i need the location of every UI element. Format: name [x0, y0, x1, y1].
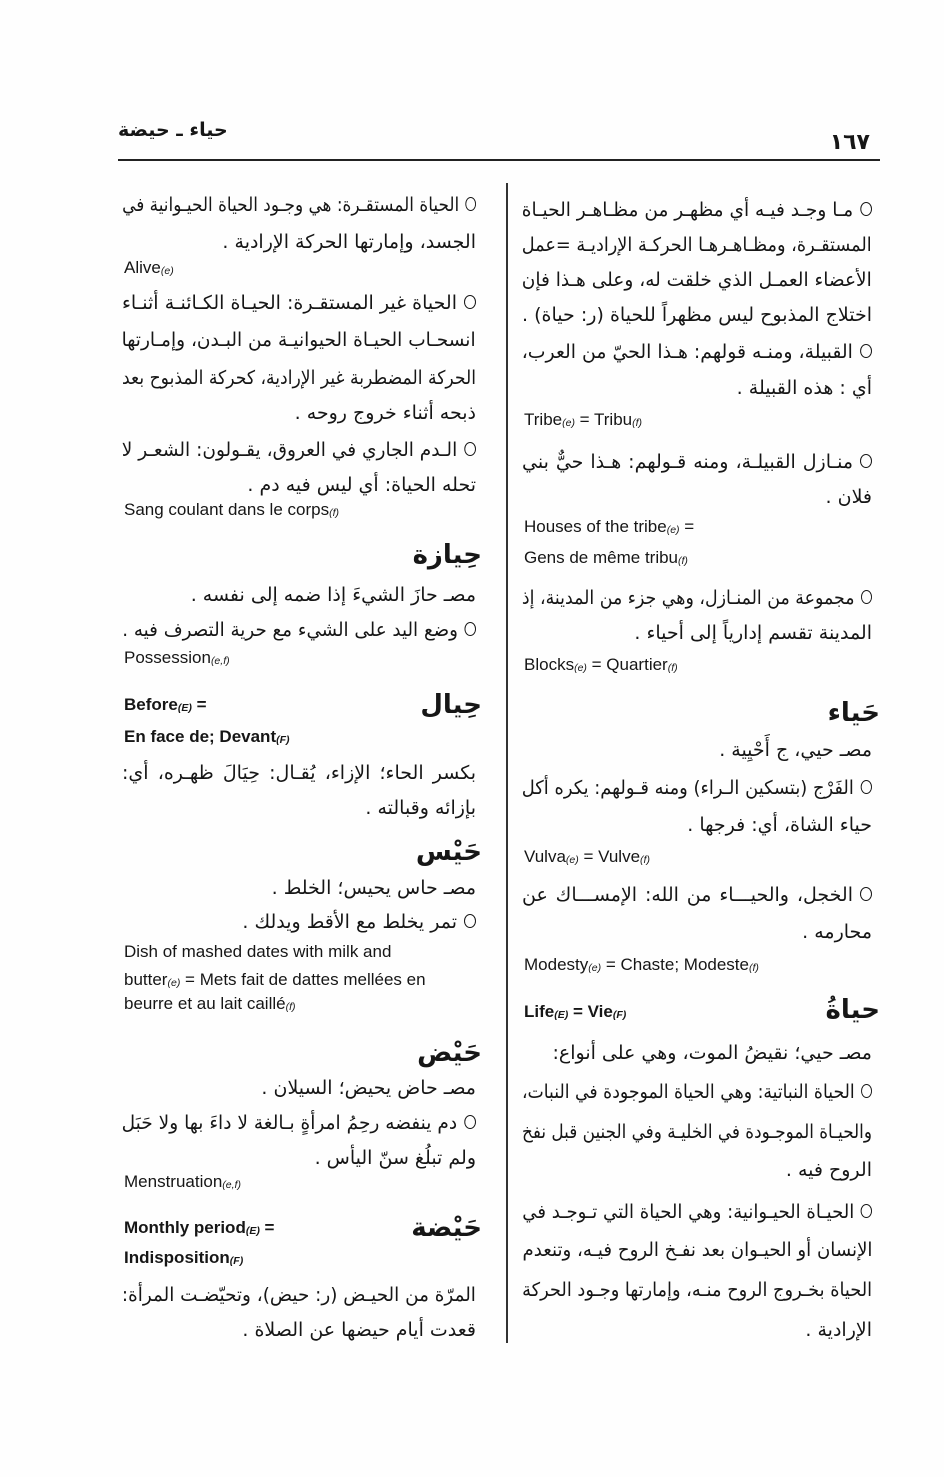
- equivalent-line: [524, 649, 874, 681]
- equivalent-line: [124, 1166, 478, 1198]
- definition-line: [522, 1196, 872, 1228]
- header-rule: [118, 159, 880, 161]
- definition-line: [122, 287, 476, 319]
- term: Vulva: [524, 847, 566, 866]
- definition-line: [122, 1107, 476, 1139]
- definition-line: بإزائه وقبالته .: [365, 797, 476, 819]
- term: = Quartier: [586, 655, 668, 674]
- bullet-icon: [464, 914, 476, 928]
- definition-line: [522, 336, 872, 368]
- language-tag: (E): [177, 702, 192, 714]
- language-tag: (F): [229, 1255, 244, 1267]
- definition-line: تحله الحياة: أي ليس فيه دم .: [247, 474, 476, 496]
- definition-line: اختلاج المذبوح ليس مظهراً للحياة (ر: حياة) .: [522, 304, 872, 326]
- term: = Chaste; Modeste: [601, 955, 749, 974]
- bullet-icon: [861, 1204, 872, 1218]
- term: Sang coulant dans le corps: [124, 500, 330, 519]
- term: Tribe: [524, 410, 563, 429]
- bullet-icon: [464, 442, 476, 456]
- definition-line: مصـ حيي، ج أَحْيِية .: [719, 739, 872, 761]
- bullet-icon: [464, 622, 476, 636]
- language-tag: (f): [678, 555, 688, 567]
- definition-line: الجسد، وإمارتها الحركة الإرادية .: [222, 231, 476, 253]
- term: =: [191, 695, 207, 714]
- bullet-icon: [465, 197, 476, 211]
- term: = Tribu: [574, 410, 633, 429]
- language-tag: (e,f): [210, 655, 230, 667]
- line-text: دم ينفضه رحِمُ امرأةٍ بـالغة لا داءَ بها ولا حَبَل: [122, 1112, 458, 1134]
- column-divider: [506, 183, 508, 1343]
- term: Menstruation: [124, 1172, 223, 1191]
- language-tag: (E): [554, 1009, 569, 1021]
- definition-line: مصـ حازَ الشيءَ إذا ضمه إلى نفسه .: [190, 584, 476, 606]
- term: Houses of the tribe: [524, 517, 667, 536]
- headword: حِيال: [420, 690, 482, 720]
- term: = Vie: [568, 1002, 613, 1021]
- language-tag: (f): [329, 507, 340, 519]
- definition-line: المرّة من الحيـض (ر: حيض)، وتحيّضـت المرأة:: [121, 1284, 476, 1306]
- equivalent-line: [524, 511, 874, 543]
- line-text: الخجل، والحيـــاء من الله: الإمســـاك عن: [522, 884, 853, 906]
- definition-line: ولم تبلُغ سنّ اليأس .: [314, 1147, 476, 1169]
- headword-gloss: [124, 689, 207, 721]
- term: En face de; Devant: [124, 727, 277, 746]
- definition-line: الحركة المضطربة غير الإرادية، كحركة المذبوح بعد: [121, 367, 476, 389]
- definition-line: [522, 582, 872, 614]
- language-tag: (e): [565, 854, 579, 866]
- line-text: الحياة النباتية: وهي الحياة الموجودة في النبات،: [522, 1081, 855, 1103]
- equivalent-line: [524, 949, 874, 981]
- definition-line: والحيـاة الموجـودة في الخليـة وفي الجنين قبل نفخ: [521, 1121, 872, 1143]
- line-text: الحياة غير المستقـرة: الحيـاة الكـائنـة أثنـاء: [122, 292, 457, 314]
- equivalent-line: [524, 542, 874, 574]
- headword: حَيْس: [415, 837, 482, 867]
- definition-line: [522, 772, 872, 804]
- line-text: مـا وجـد فيـه أي مظهـر من مظـاهـر الحيـاة: [521, 199, 854, 221]
- bullet-icon: [464, 1115, 476, 1129]
- definition-line: الإنسان أو الحيـوان بعد نفـخ الروح فيـه، وتنعدم: [521, 1239, 872, 1261]
- equivalent-line: [124, 721, 478, 753]
- language-tag: (f): [748, 962, 759, 974]
- language-tag: (e): [562, 417, 575, 429]
- line-text: الحيـاة الحيـوانية: وهي الحياة التي تـوجـد في: [521, 1201, 854, 1223]
- equivalent-line: [124, 642, 478, 674]
- equivalent-line: [524, 404, 874, 436]
- definition-line: [122, 189, 476, 221]
- term: =: [679, 517, 695, 536]
- language-tag: (f): [667, 662, 678, 674]
- line-text: الفَرْج (بتسكين الـراء) ومنه قـولهم: يكره أكل: [521, 777, 855, 799]
- definition-line: [522, 1076, 872, 1108]
- equivalent-line: [124, 988, 478, 1020]
- language-tag: (e): [588, 962, 602, 974]
- language-tag: (f): [285, 1001, 296, 1013]
- definition-line: [522, 879, 872, 911]
- definition-line: [122, 434, 476, 466]
- definition-line: الأعضاء العمـل الذي خلقت له، وعلى هـذا فإن: [521, 269, 872, 291]
- definition-line: الإرادية .: [805, 1319, 872, 1341]
- language-tag: (e): [666, 524, 680, 536]
- line-text: تمر يخلط مع الأقط ويدلك .: [242, 911, 457, 933]
- language-tag: (e): [160, 265, 174, 277]
- term: Indisposition: [124, 1248, 230, 1267]
- line-text: منـازل القبيلـة، ومنه قـولهم: هـذا حيٌّ بني: [522, 451, 853, 473]
- term: =: [259, 1218, 275, 1237]
- line-text: مجموعة من المنـازل، وهي جزء من المدينة، إذ: [521, 587, 855, 609]
- line-text: القبيلة، ومنـه قولهم: هـذا الحيّ من العرب،: [521, 341, 854, 363]
- bullet-icon: [464, 295, 476, 309]
- equivalent-line: [124, 494, 478, 526]
- definition-line: أي : هذه القبيلة .: [736, 377, 872, 399]
- bullet-icon: [860, 887, 872, 901]
- definition-line: فلان .: [825, 486, 872, 508]
- equivalent-line: [124, 252, 478, 284]
- term: = Mets fait de dattes mellées en: [180, 970, 426, 989]
- headword-gloss: [524, 996, 626, 1028]
- definition-line: مصـ حيي؛ نقيضُ الموت، وهي على أنواع:: [552, 1042, 872, 1064]
- definition-line: [122, 906, 476, 938]
- headword: حِيازة: [412, 540, 482, 570]
- language-tag: (e): [167, 977, 181, 989]
- definition-line: المستقـرة، ومظـاهـرهـا الحركـة الإراديـة =عمل: [521, 234, 872, 256]
- definition-line: مصـ حاض يحيض؛ السيلان .: [261, 1077, 476, 1099]
- bullet-icon: [860, 202, 872, 216]
- language-tag: (e): [574, 662, 587, 674]
- term: Gens de même tribu: [524, 548, 679, 567]
- term: Modesty: [524, 955, 589, 974]
- language-tag: (f): [640, 854, 650, 866]
- definition-line: [522, 446, 872, 478]
- definition-line: [522, 194, 872, 226]
- term: butter: [124, 970, 168, 989]
- term: Monthly period: [124, 1218, 246, 1237]
- line-text: الـدم الجاري في العروق، يقـولون: الشعـر لا: [121, 439, 458, 461]
- page-number: ١٦٧: [829, 130, 870, 155]
- language-tag: (e,f): [222, 1179, 241, 1191]
- definition-line: الحياة بخـروج الروح منـه، وإمارتها وجـود الحركة: [522, 1279, 872, 1301]
- term: = Vulve: [578, 847, 641, 866]
- language-tag: (F): [276, 734, 290, 746]
- language-tag: (F): [612, 1009, 627, 1021]
- term: Before: [124, 695, 178, 714]
- definition-line: ذبحه أثناء خروج روحه .: [294, 402, 476, 424]
- bullet-icon: [861, 1084, 872, 1098]
- term: Life: [524, 1002, 555, 1021]
- term: Alive: [124, 258, 161, 277]
- line-text: وضع اليد على الشيء مع حرية التصرف فيه .: [121, 619, 458, 641]
- definition-line: قعدت أيام حيضها عن الصلاة .: [242, 1319, 476, 1341]
- definition-line: الروح فيه .: [785, 1159, 872, 1181]
- definition-line: مصـ حاس يحيس؛ الخلط .: [271, 877, 476, 899]
- term: beurre et au lait caillé: [124, 994, 286, 1013]
- line-text: الحياة المستقـرة: هي وجـود الحياة الحيـوانية في: [122, 194, 460, 216]
- definition-line: محارمه .: [802, 921, 872, 943]
- definition-line: بكسر الحاء؛ الإزاء، يُقـال: حِيَالَ ظهـره، أي:: [122, 762, 476, 784]
- headword-gloss: [124, 1212, 274, 1244]
- equivalent-line: [124, 1242, 478, 1274]
- definition-line: حياء الشاة، أي: فرجها .: [687, 814, 872, 836]
- bullet-icon: [860, 454, 872, 468]
- term: Dish of mashed dates with milk and: [124, 942, 392, 961]
- headword: حَيْض: [417, 1038, 482, 1068]
- term: Blocks: [524, 655, 575, 674]
- running-title: حياء ـ حيضة: [118, 119, 228, 141]
- definition-line: انسحـاب الحيـاة الحيوانيـة من البـدن، وإمـارتها: [121, 329, 476, 351]
- headword: حياةُ: [825, 995, 880, 1025]
- bullet-icon: [861, 780, 872, 794]
- language-tag: (f): [632, 417, 643, 429]
- bullet-icon: [860, 344, 872, 358]
- term: Possession: [124, 648, 211, 667]
- equivalent-line: [524, 841, 874, 873]
- headword: حَيْضة: [411, 1213, 482, 1243]
- bullet-icon: [861, 590, 872, 604]
- definition-line: المدينة تقسم إدارياً إلى أحياء .: [634, 622, 872, 644]
- headword: حَياء: [827, 698, 880, 728]
- language-tag: (E): [245, 1225, 260, 1237]
